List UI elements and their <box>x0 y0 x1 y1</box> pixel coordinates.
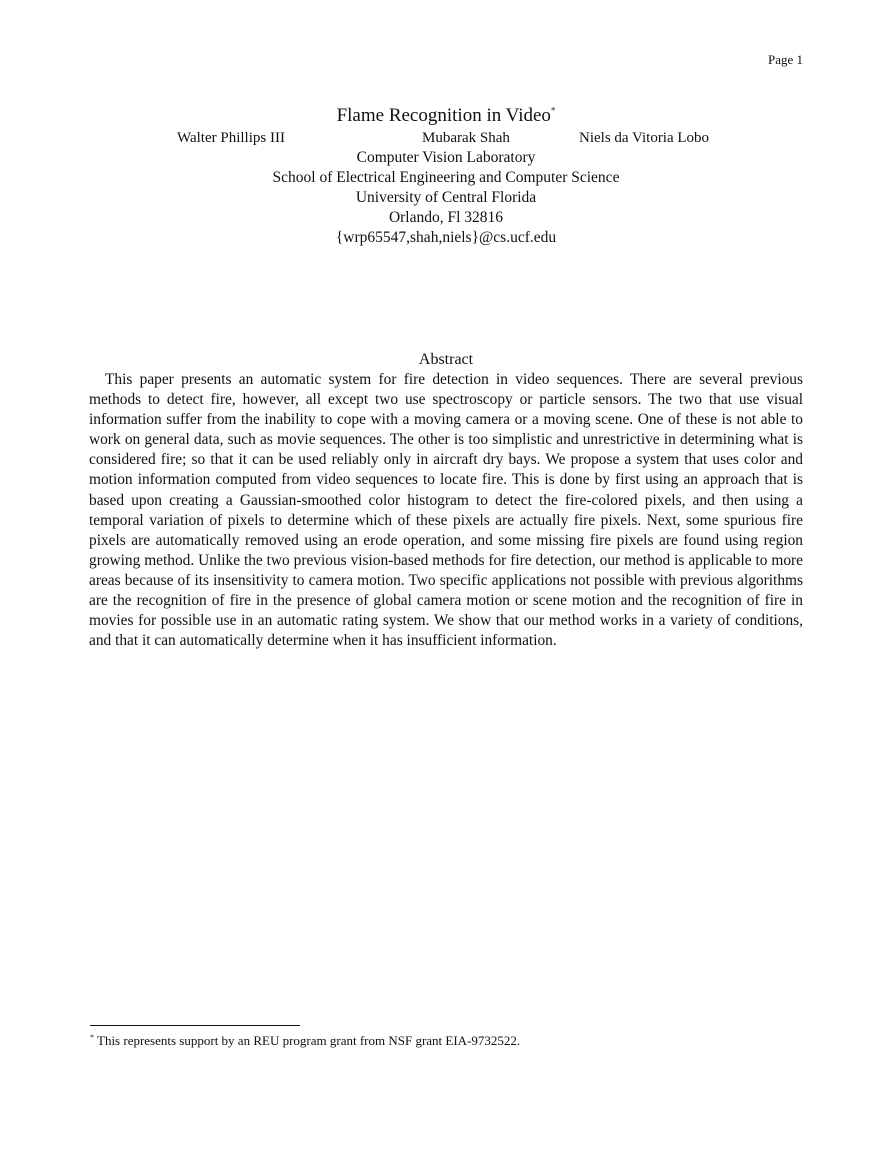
author-name: Mubarak Shah <box>422 130 510 146</box>
page-number: Page 1 <box>767 52 803 67</box>
author-emails: {wrp65547,shah,niels}@cs.ucf.edu <box>335 229 557 246</box>
affiliation-lab: Computer Vision Laboratory <box>356 149 536 166</box>
paper-title <box>89 104 803 128</box>
title-footnote-mark: * <box>550 105 556 116</box>
affiliation-school: School of Electrical Engineering and Computer Science <box>272 169 620 186</box>
abstract-text: This paper presents an automatic system for fire detection in video sequences. There are several previous methods to detect fire, however, all except two use spectroscopy or particle sensors. The two that use visual information suffer from the inability to cope with a moving camera or a moving scene. One of these is not able to work on general data, such as movie sequences. The other is too simplistic and unrestrictive in determining what is considered fire; so that it can be used reliably only in aircraft dry bays. We propose a system that uses color and motion information computed from video sequences to locate fire. This is done by first using an approach that is based upon creating a Gaussian-smoothed color histogram to detect the fire-colored pixels, and then using a temporal variation of pixels to determine which of these pixels are actually fire pixels. Next, some spurious fire pixels are automatically removed using an erode operation, and some missing fire pixels are found using region growing method. Unlike the two previous vision-based methods for fire detection, our method is applicable to more areas because of its insensitivity to camera motion. Two specific applications not possible with previous algorithms are the recognition of fire in the presence of global camera motion or scene motion and the recognition of fire in movies for possible use in an automatic rating system. We show that our method works in a variety of conditions, and that it can automatically determine when it has insufficient information. <box>89 371 803 650</box>
author-name: Niels da Vitoria Lobo <box>579 130 710 146</box>
author-list <box>89 128 803 148</box>
affiliation-university: University of Central Florida <box>355 189 537 206</box>
footnote <box>90 1032 520 1050</box>
affiliation-address: Orlando, Fl 32816 <box>388 209 504 226</box>
footnote-mark: * <box>90 1032 94 1042</box>
footnote-divider <box>90 1025 300 1026</box>
title-block <box>89 104 803 248</box>
footnote-text: This represents support by an REU program grant from NSF grant EIA-9732522. <box>97 1033 521 1048</box>
abstract-heading: Abstract <box>418 351 474 368</box>
paper-title-text: Flame Recognition in Video <box>336 105 551 126</box>
author-name: Walter Phillips III <box>177 130 285 146</box>
